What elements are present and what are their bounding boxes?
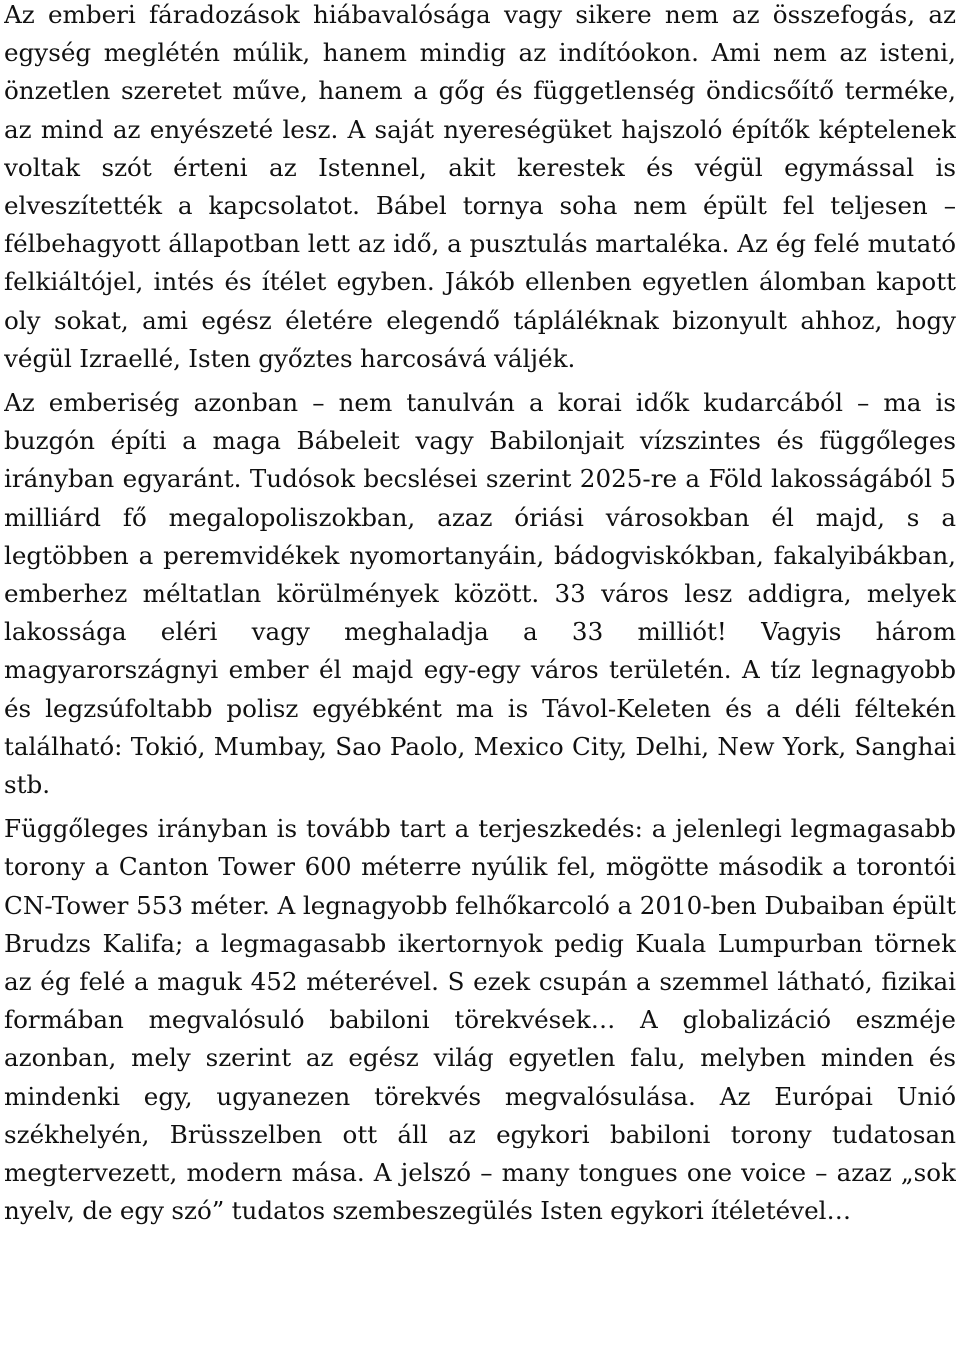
document-page [4,0,956,1346]
paragraph-babel-intro: Az emberi fáradozások hiábavalósága vagy sikere nem az összefogás, az egység meglétén múlik, hanem mindig az indítóokon. Ami nem az isteni, önzetlen szeretet műve, hanem a gőg és függetlenség öndicsőítő terméke, az mind az enyészeté lesz. A saját nyereségüket hajszoló építők képtelenek voltak szót érteni az Istennel, akit kerestek és végül egymással is elveszítették a kapcsolatot. Bábel tornya soha nem épült fel teljesen – félbehagyott állapotban lett az idő, a pusztulás martaléka. Az ég felé mutató felkiáltójel, intés és ítélet egyben. Jákób ellenben egyetlen álomban kapott oly sokat, ami egész életére elegendő tápláléknak bizonyult ahhoz, hogy végül Izraellé, Isten győztes harcosává váljék. [4,0,956,373]
paragraph-megacities: Az emberiség azonban – nem tanulván a korai idők kudarcából – ma is buzgón építi a maga Bábeleit vagy Babilonjait vízszintes és függőleges irányban egyaránt. Tudósok becslései szerint 2025-re a Föld lakosságából 5 milliárd fő megalopoliszokban, azaz óriási városokban él majd, s a legtöbben a peremvidékek nyomortanyáin, bádogviskókban, fakalyibákban, emberhez méltatlan körülmények között. 33 város lesz addigra, melyek lakossága eléri vagy meghaladja a 33 milliót! Vagyis három magyarországnyi ember él majd egy-egy város területén. A tíz legnagyobb és legzsúfoltabb polisz egyébként ma is Távol-Keleten és a déli féltekén található: Tokió, Mumbay, Sao Paolo, Mexico City, Delhi, New York, Sanghai stb. [4,388,956,800]
paragraph-towers-globalization: Függőleges irányban is tovább tart a terjeszkedés: a jelenlegi legmagasabb torony a Canton Tower 600 méterre nyúlik fel, mögötte második a torontói CN-Tower 553 méter. A legnagyobb felhőkarcoló a 2010-ben Dubaiban épült Brudzs Kalifa; a legmagasabb ikertornyok pedig Kuala Lumpurban törnek az ég felé a maguk 452 méterével. S ezek csupán a szemmel látható, fizikai formában megvalósuló babiloni törekvések… A globalizáció eszméje azonban, mely szerint az egész világ egyetlen falu, melyben minden és mindenki egy, ugyanezen törekvés megvalósulása. Az Európai Unió székhelyén, Brüsszelben ott áll az egykori babiloni torony tudatosan megtervezett, modern mása. A jelszó – many tongues one voice – azaz „sok nyelv, de egy szó” tudatos szembeszegülés Isten egykori ítéletével… [4,814,956,1226]
